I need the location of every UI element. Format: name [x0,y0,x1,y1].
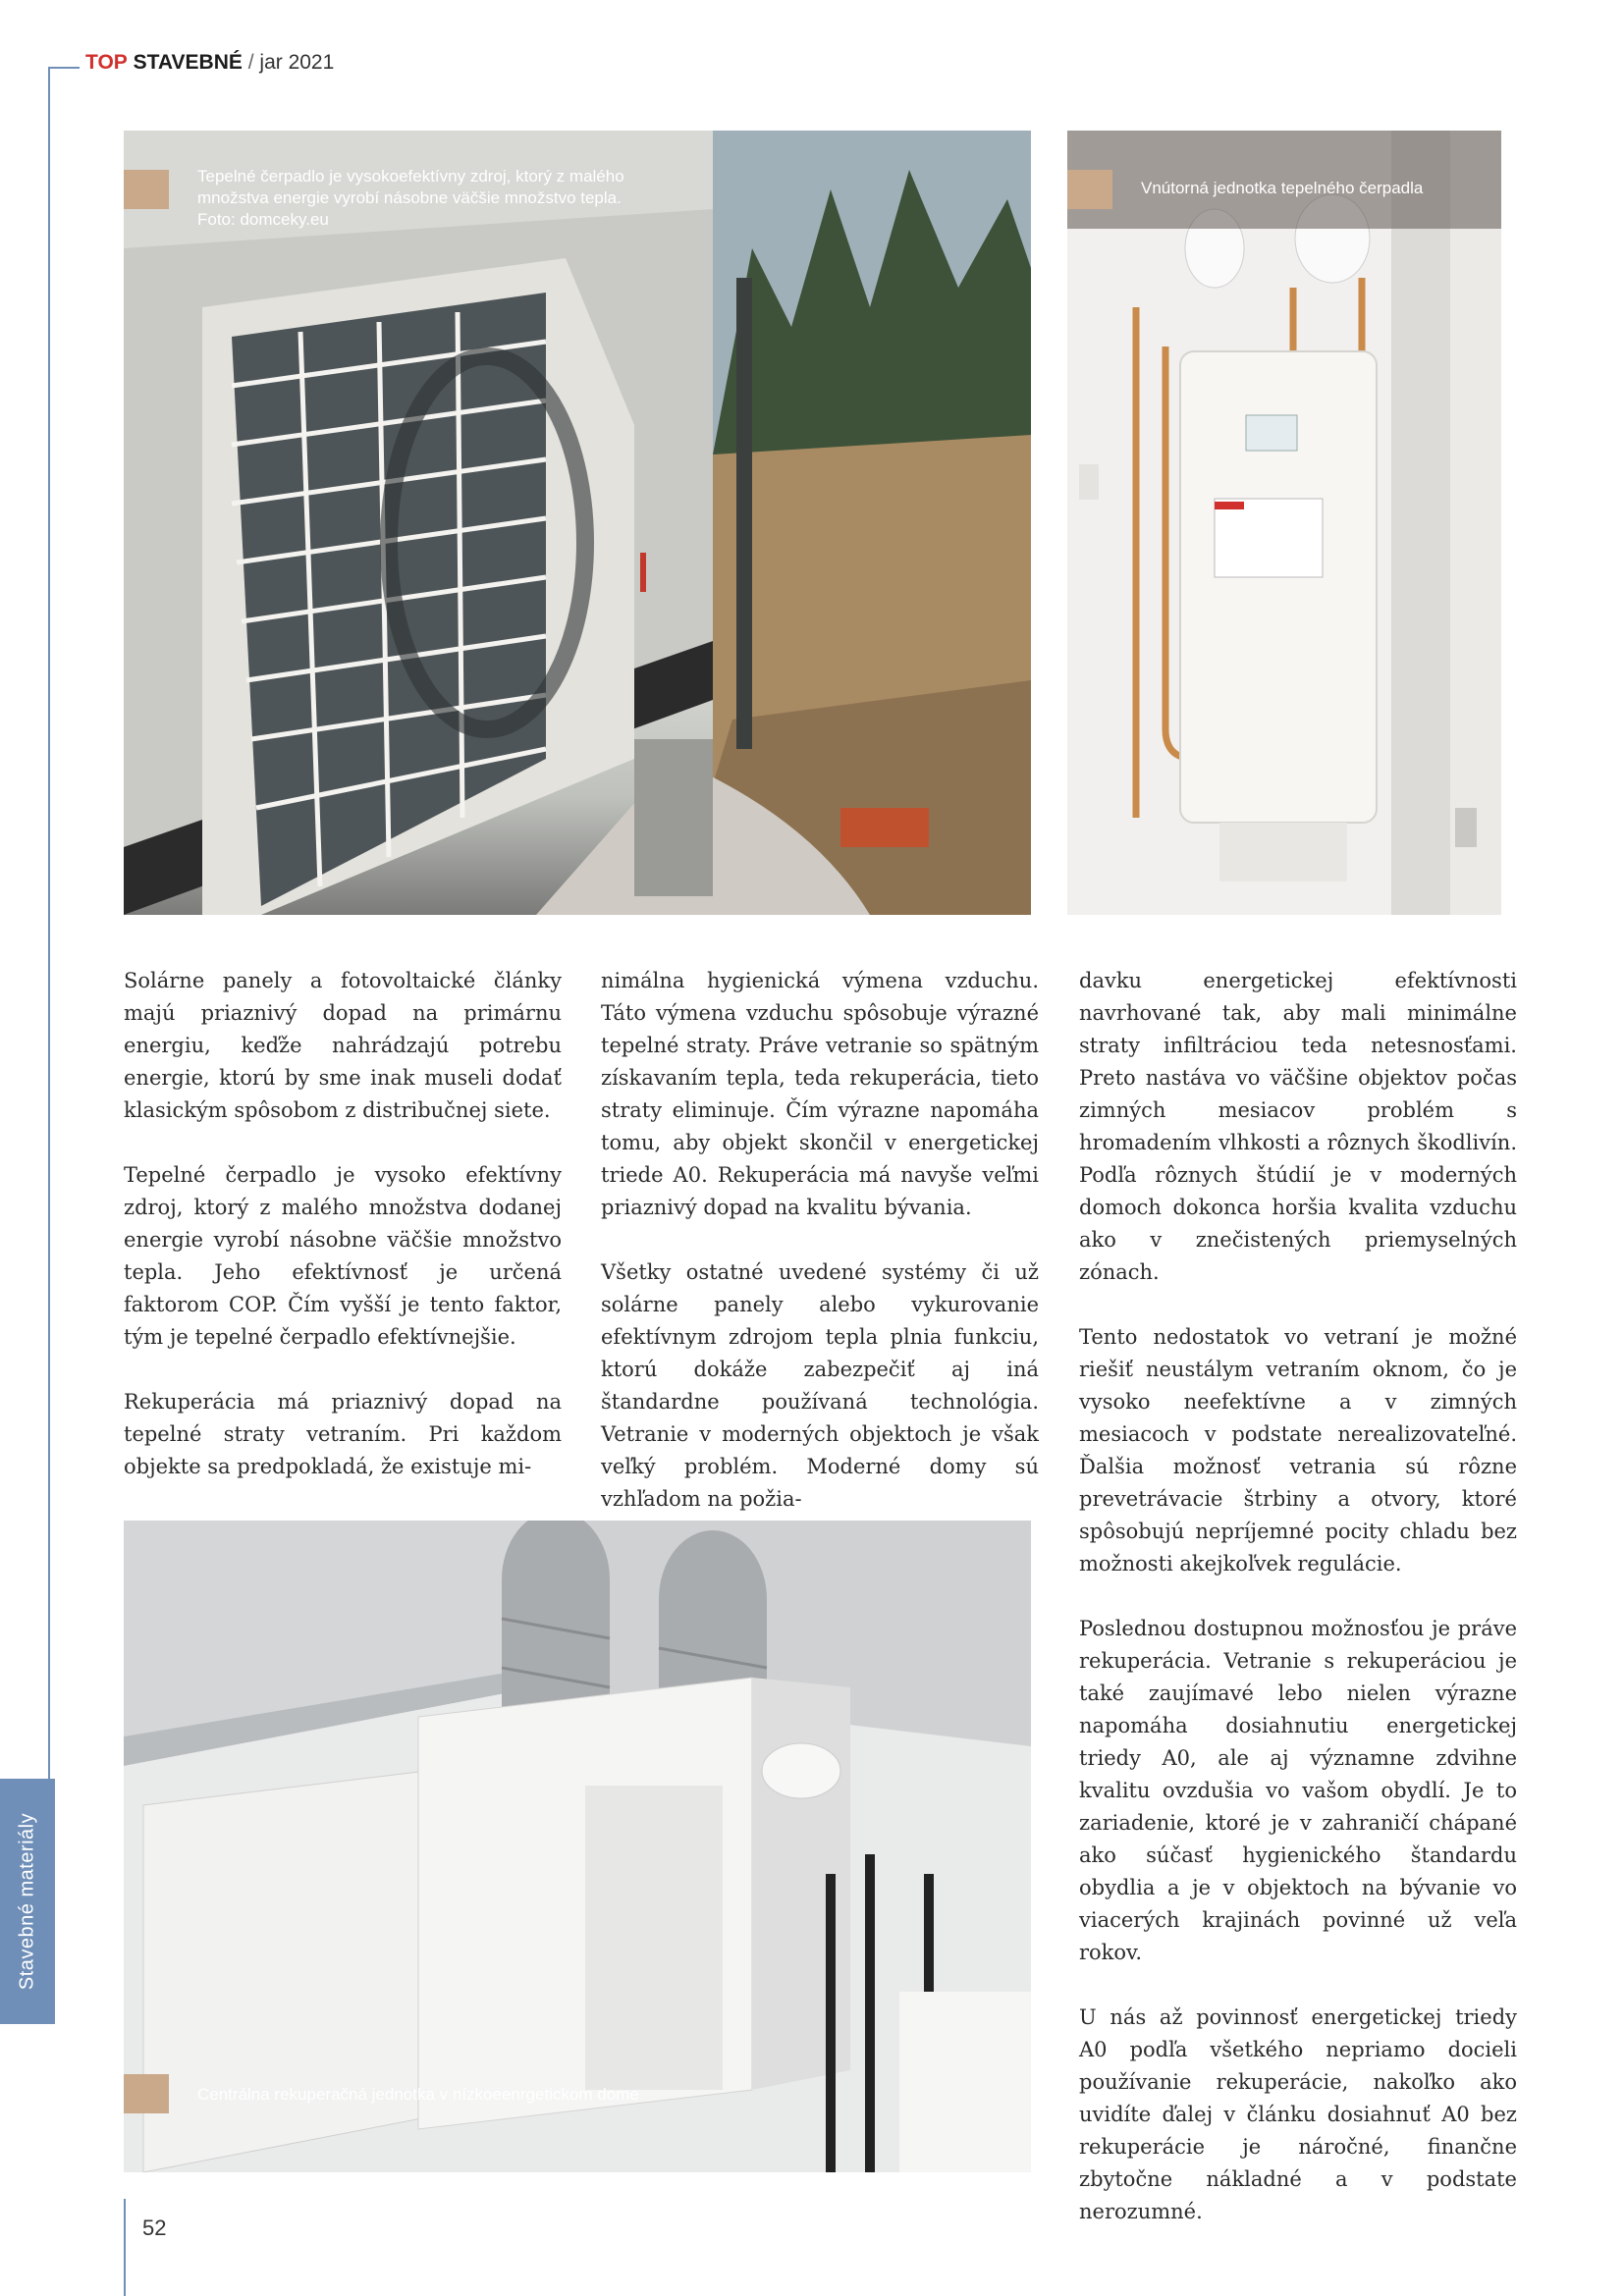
running-header [85,51,334,75]
brand-stavebne: STAVEBNÉ [133,51,243,74]
paragraph: nimálna hygienická výmena vzduchu. Táto výmena vzduchu spôsobuje výrazné tepelné straty. Práve vetranie so spätným získavaním tepla, teda rekuperácia, tieto straty eliminuje. Čím výrazne napomáha tomu, aby objekt skončil v energetickej triede A0. Rekuperácia má navyše veľmi priaznivý dopad na kvalitu bývania. [601,969,1039,1219]
paragraph: Rekuperácia má priaznivý dopad na tepelné straty vetraním. Pri každom objekte sa predpokladá, že existuje mi- [124,1390,562,1478]
caption-marker [124,2074,169,2113]
heat-pump-indoor-caption: Vnútorná jednotka tepelného čerpadla [1141,179,1424,197]
paragraph: Tepelné čerpadlo je vysoko efektívny zdroj, ktorý z malého množstva dodanej energie vyrobí násobne väčšie množstvo tepla. Jeho efektívnosť je určená faktorom COP. Čím vyšší je tento faktor, tým je tepelné čerpadlo efektívnejšie. [124,1163,562,1349]
header-rule [48,67,80,69]
header-separator: / [247,51,254,74]
brand-top: TOP [85,51,128,74]
paragraph: U nás až povinnosť energetickej triedy A0 podľa všetkého nepriamo docieli používanie rekuperácie, nakoľko ako uvidíte ďalej v článku dosiahnuť A0 bez rekuperácie je náročné, finančne zbytočne nákladné a v podstate nerozumné. [1079,2005,1517,2223]
recuperation-unit-illustration [124,1521,1031,2172]
caption-marker [124,170,169,209]
recuperation-unit-caption: Centrálna rekuperačná jednotka v nízkoeenrgetickom dome [197,2085,639,2104]
heat-pump-outdoor-illustration [124,131,1031,915]
heat-pump-indoor-photo [1067,131,1501,915]
paragraph: Všetky ostatné uvedené systémy či už solárne panely alebo vykurovanie efektívnym zdrojom tepla plnia funkciu, ktorú dokáže zabezpečiť aj iná štandardne používaná technológia. Vetranie v moderných objektoch je však veľký problém. Moderné domy sú vzhľadom na požia- [601,1260,1039,1511]
issue-label: jar 2021 [259,51,335,74]
caption-marker [1067,170,1112,209]
heat-pump-outdoor-photo [124,131,1031,915]
paragraph: davku energetickej efektívnosti navrhované tak, aby mali minimálne straty infiltráciou teda netesnosťami. Preto nastáva vo väčšine objektov počas zimných mesiacov problém s hromadením vlhkosti a rôznych škodlivín. Podľa rôznych štúdií je v moderných domoch dokonca horšia kvalita vzduchu ako v znečistených priemyselných zónach. [1079,969,1517,1284]
article-column-1 [124,965,562,1483]
section-side-tab-label: Stavebné materiály [16,1812,38,1991]
paragraph: Tento nedostatok vo vetraní je možné riešiť neustálym vetraním oknom, čo je vysoko neefektívne a v zimných mesiacoch v podstate nerealizovateľné. Ďalšia možnosť vetrania sú rôzne prevetrávacie štrbiny a otvory, ktoré spôsobujú nepríjemné pocity chladu bez možnosti akejkoľvek regulácie. [1079,1325,1517,1575]
paragraph: Poslednou dostupnou možnosťou je práve rekuperácia. Vetranie s rekuperáciou je také zaujímavé lebo nielen výrazne napomáha dosiahnutiu energetickej triedy A0, ale aj významne zdvihne kvalitu ovzdušia vo vašom obydlí. Je to zariadenie, ktoré je v zahraničí chápané ako súčasť hygienického štandardu obydlia a je v objektoch na bývanie vo viacerých krajinách povinné už veľa rokov. [1079,1617,1517,1964]
recuperation-unit-photo [124,1521,1031,2172]
footer-rule [124,2199,126,2296]
heat-pump-indoor-illustration [1067,131,1501,915]
paragraph: Solárne panely a fotovoltaické články majú priaznivý dopad na primárnu energiu, keďže nahrádzajú potrebu energie, ktorú by sme inak museli dodať klasickým spôsobom z distribučnej siete. [124,969,562,1122]
margin-rule [48,67,50,1868]
article-column-2 [601,965,1039,1516]
heat-pump-outdoor-caption: Tepelné čerpadlo je vysokoefektívny zdroj, ktorý z malého množstva energie vyrobí násobne väčšie množstvo tepla. Foto: domceky.eu [197,167,624,229]
page-number: 52 [142,2216,167,2240]
article-column-3 [1079,965,1517,2228]
